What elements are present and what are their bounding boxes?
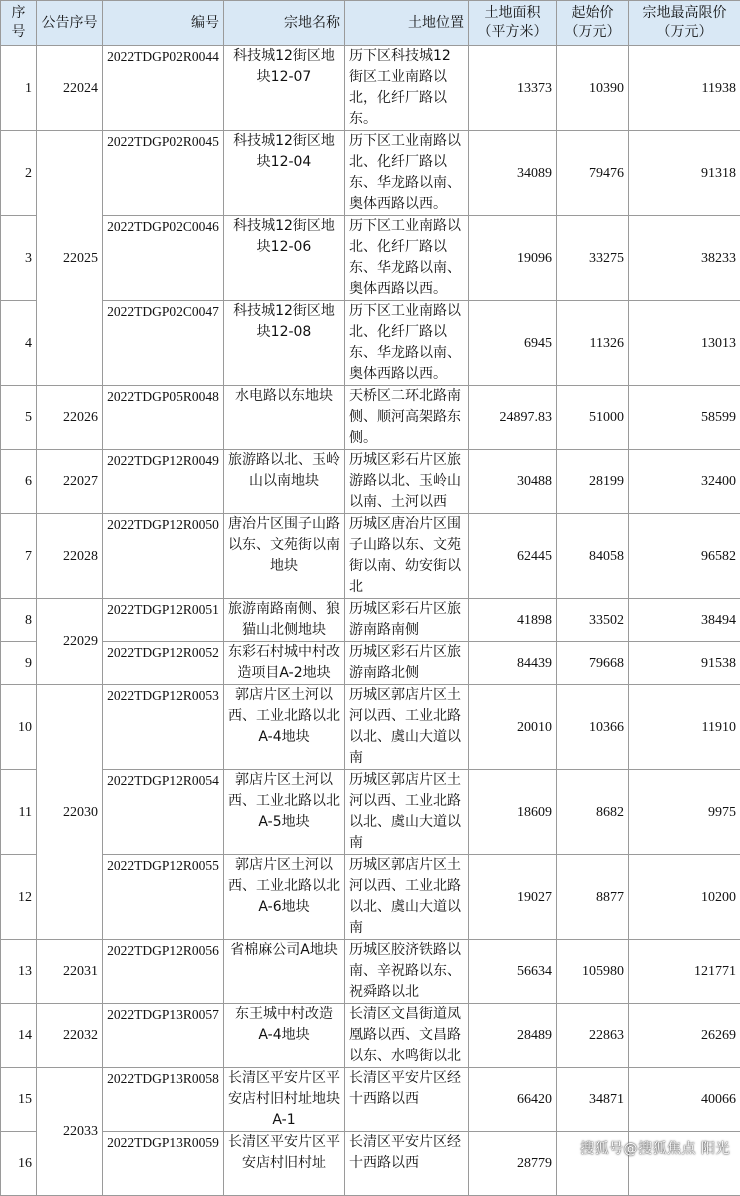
cell-location: 历下区工业南路以北、化纤厂路以东、华龙路以南、奥体西路以西。	[345, 301, 469, 386]
cell-location: 历下区工业南路以北、化纤厂路以东、华龙路以南、奥体西路以西。	[345, 131, 469, 216]
header-max-price	[629, 1, 740, 46]
cell-notice: 22026	[37, 386, 103, 450]
cell-max-price: 13013	[629, 301, 740, 386]
cell-seq: 14	[1, 1004, 37, 1068]
cell-seq: 3	[1, 216, 37, 301]
cell-name: 郭店片区土河以西、工业北路以北A-5地块	[224, 770, 345, 855]
cell-start-price: 79476	[557, 131, 629, 216]
cell-max-price: 91318	[629, 131, 740, 216]
cell-code: 2022TDGP12R0049	[103, 450, 224, 514]
cell-seq: 9	[1, 642, 37, 685]
cell-code: 2022TDGP02R0045	[103, 131, 224, 216]
cell-name: 郭店片区土河以西、工业北路以北A-4地块	[224, 685, 345, 770]
header-start-line2: （万元）	[565, 24, 621, 40]
cell-name: 科技城12街区地块12-08	[224, 301, 345, 386]
cell-max-price: 91538	[629, 642, 740, 685]
cell-name: 旅游路以北、玉岭山以南地块	[224, 450, 345, 514]
cell-seq: 4	[1, 301, 37, 386]
cell-seq: 6	[1, 450, 37, 514]
header-row	[1, 1, 740, 46]
cell-start-price: 10390	[557, 46, 629, 131]
cell-area: 34089	[469, 131, 557, 216]
cell-code: 2022TDGP13R0059	[103, 1132, 224, 1196]
cell-code: 2022TDGP12R0050	[103, 514, 224, 599]
cell-notice: 22033	[37, 1068, 103, 1196]
table-row	[1, 514, 740, 599]
cell-seq: 7	[1, 514, 37, 599]
cell-code: 2022TDGP12R0054	[103, 770, 224, 855]
cell-name: 唐冶片区围子山路以东、文苑街以南地块	[224, 514, 345, 599]
cell-area: 66420	[469, 1068, 557, 1132]
header-location: 土地位置	[345, 1, 469, 46]
header-code: 编号	[103, 1, 224, 46]
cell-location: 历城区郭店片区土河以西、工业北路以北、虞山大道以南	[345, 855, 469, 940]
cell-area: 24897.83	[469, 386, 557, 450]
cell-seq: 12	[1, 855, 37, 940]
cell-area: 84439	[469, 642, 557, 685]
cell-location: 历城区彩石片区旅游路以北、玉岭山以南、土河以西	[345, 450, 469, 514]
cell-area: 18609	[469, 770, 557, 855]
cell-area: 6945	[469, 301, 557, 386]
cell-seq: 15	[1, 1068, 37, 1132]
cell-start-price: 34871	[557, 1068, 629, 1132]
header-start-line1: 起始价	[572, 5, 614, 21]
cell-seq: 1	[1, 46, 37, 131]
cell-location: 历城区唐冶片区围子山路以东、文苑街以南、幼安街以北	[345, 514, 469, 599]
header-seq: 序号	[1, 1, 37, 46]
cell-start-price: 11326	[557, 301, 629, 386]
cell-location: 历下区工业南路以北、化纤厂路以东、华龙路以南、奥体西路以西。	[345, 216, 469, 301]
cell-notice: 22031	[37, 940, 103, 1004]
cell-location: 历城区彩石片区旅游南路北侧	[345, 642, 469, 685]
cell-start-price: 8877	[557, 855, 629, 940]
cell-code: 2022TDGP12R0053	[103, 685, 224, 770]
cell-max-price: 58599	[629, 386, 740, 450]
cell-area: 30488	[469, 450, 557, 514]
cell-notice: 22025	[37, 131, 103, 386]
cell-code: 2022TDGP13R0058	[103, 1068, 224, 1132]
cell-name: 科技城12街区地块12-06	[224, 216, 345, 301]
cell-notice: 22030	[37, 685, 103, 940]
cell-start-price: 8682	[557, 770, 629, 855]
cell-location: 历城区郭店片区土河以西、工业北路以北、虞山大道以南	[345, 685, 469, 770]
watermark: 搜狐号@搜狐焦点 阳光	[580, 1138, 730, 1158]
cell-name: 科技城12街区地块12-04	[224, 131, 345, 216]
cell-seq: 13	[1, 940, 37, 1004]
cell-area: 19096	[469, 216, 557, 301]
cell-start-price: 33275	[557, 216, 629, 301]
cell-area: 19027	[469, 855, 557, 940]
cell-name: 水电路以东地块	[224, 386, 345, 450]
cell-notice: 22027	[37, 450, 103, 514]
table-row	[1, 301, 740, 386]
cell-start-price: 10366	[557, 685, 629, 770]
cell-code: 2022TDGP05R0048	[103, 386, 224, 450]
cell-start-price: 105980	[557, 940, 629, 1004]
cell-name: 东王城中村改造A-4地块	[224, 1004, 345, 1068]
cell-code: 2022TDGP02C0046	[103, 216, 224, 301]
cell-start-price: 84058	[557, 514, 629, 599]
cell-notice: 22029	[37, 599, 103, 685]
table-row	[1, 1004, 740, 1068]
cell-start-price: 51000	[557, 386, 629, 450]
table-row	[1, 1068, 740, 1132]
table-row	[1, 940, 740, 1004]
cell-code: 2022TDGP12R0051	[103, 599, 224, 642]
cell-location: 长清区文昌街道凤凰路以西、文昌路以东、水鸣街以北	[345, 1004, 469, 1068]
cell-max-price: 11938	[629, 46, 740, 131]
cell-start-price: 22863	[557, 1004, 629, 1068]
cell-area: 41898	[469, 599, 557, 642]
cell-max-price: 96582	[629, 514, 740, 599]
cell-location: 历下区科技城12街区工业南路以北，化纤厂路以东。	[345, 46, 469, 131]
cell-code: 2022TDGP12R0052	[103, 642, 224, 685]
cell-max-price: 26269	[629, 1004, 740, 1068]
cell-location: 长清区平安片区经十西路以西	[345, 1068, 469, 1132]
cell-start-price: 79668	[557, 642, 629, 685]
cell-name: 郭店片区土河以西、工业北路以北A-6地块	[224, 855, 345, 940]
header-area-line2: （平方米）	[478, 24, 548, 40]
cell-location: 历城区胶济铁路以南、辛祝路以东、祝舜路以北	[345, 940, 469, 1004]
cell-seq: 10	[1, 685, 37, 770]
cell-location: 历城区郭店片区土河以西、工业北路以北、虞山大道以南	[345, 770, 469, 855]
cell-area: 56634	[469, 940, 557, 1004]
cell-area: 28779	[469, 1132, 557, 1196]
cell-notice: 22032	[37, 1004, 103, 1068]
cell-name: 省棉麻公司A地块	[224, 940, 345, 1004]
table-row	[1, 642, 740, 685]
header-name: 宗地名称	[224, 1, 345, 46]
cell-notice: 22028	[37, 514, 103, 599]
cell-name: 长清区平安片区平安店村旧村址	[224, 1132, 345, 1196]
cell-area: 20010	[469, 685, 557, 770]
header-area	[469, 1, 557, 46]
cell-max-price: 10200	[629, 855, 740, 940]
cell-seq: 2	[1, 131, 37, 216]
cell-name: 长清区平安片区平安店村旧村址地块A-1	[224, 1068, 345, 1132]
cell-area: 62445	[469, 514, 557, 599]
header-notice: 公告序号	[37, 1, 103, 46]
header-area-line1: 土地面积	[485, 5, 541, 21]
header-start-price	[557, 1, 629, 46]
cell-code: 2022TDGP12R0056	[103, 940, 224, 1004]
cell-notice: 22024	[37, 46, 103, 131]
header-max-line1: 宗地最高限价	[643, 5, 727, 21]
table-row	[1, 450, 740, 514]
cell-location: 天桥区二环北路南侧、顺河高架路东侧。	[345, 386, 469, 450]
cell-code: 2022TDGP12R0055	[103, 855, 224, 940]
cell-seq: 16	[1, 1132, 37, 1196]
cell-max-price: 32400	[629, 450, 740, 514]
cell-location: 历城区彩石片区旅游南路南侧	[345, 599, 469, 642]
cell-name: 旅游南路南侧、狼猫山北侧地块	[224, 599, 345, 642]
table-row	[1, 216, 740, 301]
cell-name: 科技城12街区地块12-07	[224, 46, 345, 131]
header-max-line2: （万元）	[657, 24, 713, 40]
cell-code: 2022TDGP02R0044	[103, 46, 224, 131]
cell-location: 长清区平安片区经十西路以西	[345, 1132, 469, 1196]
table-row	[1, 131, 740, 216]
cell-start-price: 33502	[557, 599, 629, 642]
table-row	[1, 386, 740, 450]
cell-code: 2022TDGP02C0047	[103, 301, 224, 386]
cell-max-price: 11910	[629, 685, 740, 770]
cell-code: 2022TDGP13R0057	[103, 1004, 224, 1068]
cell-max-price: 9975	[629, 770, 740, 855]
cell-seq: 8	[1, 599, 37, 642]
table-row	[1, 855, 740, 940]
cell-area: 13373	[469, 46, 557, 131]
cell-max-price: 38494	[629, 599, 740, 642]
cell-seq: 11	[1, 770, 37, 855]
cell-max-price: 38233	[629, 216, 740, 301]
cell-name: 东彩石村城中村改造项目A-2地块	[224, 642, 345, 685]
cell-area: 28489	[469, 1004, 557, 1068]
cell-start-price: 28199	[557, 450, 629, 514]
cell-max-price: 40066	[629, 1068, 740, 1132]
cell-max-price: 121771	[629, 940, 740, 1004]
table-row	[1, 599, 740, 642]
table-row	[1, 46, 740, 131]
table-row	[1, 770, 740, 855]
table-row	[1, 685, 740, 770]
cell-seq: 5	[1, 386, 37, 450]
